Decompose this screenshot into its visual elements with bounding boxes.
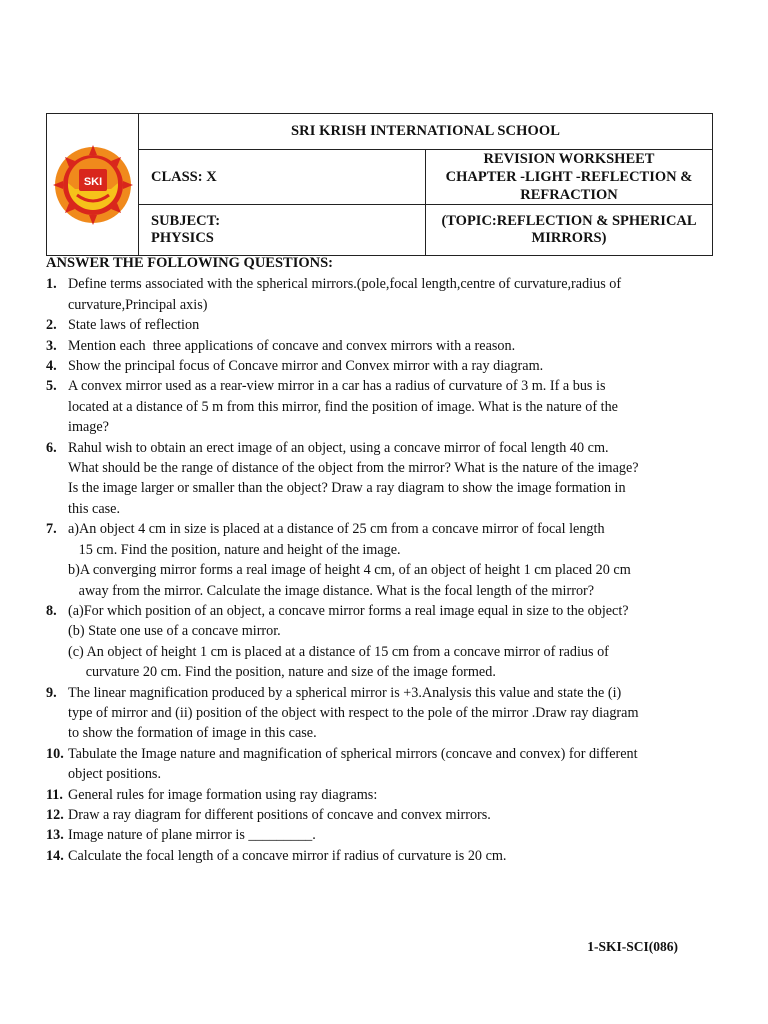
question-3: [46, 336, 718, 356]
question-line: (a)For which position of an object, a concave mirror forms a real image equal in size to the object?: [68, 602, 629, 619]
question-line: located at a distance of 5 m from this mirror, find the position of image. What is the nature of the: [68, 398, 618, 415]
question-line: Show the principal focus of Concave mirror and Convex mirror with a ray diagram.: [68, 358, 544, 375]
question-line: What should be the range of distance of the object from the mirror? What is the nature of the image?: [68, 460, 639, 477]
question-line: object positions.: [68, 766, 162, 783]
worksheet-title-cell: [426, 150, 713, 205]
question-line: A convex mirror used as a rear-view mirror in a car has a radius of curvature of 3 m. If a bus is: [68, 378, 606, 395]
question-text: [68, 274, 718, 315]
question-text: [68, 601, 718, 683]
question-line: The linear magnification produced by a spherical mirror is +3.Analysis this value and state the (i): [68, 684, 622, 701]
question-text: [68, 438, 718, 520]
question-text: [68, 805, 718, 825]
question-line: Image nature of plane mirror is _________.: [68, 827, 316, 844]
question-10: [46, 744, 718, 785]
question-number: 5.: [46, 378, 57, 395]
question-number: 9.: [46, 684, 57, 701]
question-number: 4.: [46, 358, 57, 375]
question-line: away from the mirror. Calculate the image distance. What is the focal length of the mirror?: [68, 582, 595, 599]
question-14: [46, 846, 718, 866]
question-text: [68, 846, 718, 866]
question-line: type of mirror and (ii) position of the object with respect to the pole of the mirror .Draw ray diagram: [68, 704, 639, 721]
question-line: a)An object 4 cm in size is placed at a distance of 25 cm from a concave mirror of focal length: [68, 521, 605, 538]
question-number: 10.: [46, 745, 64, 762]
question-line: this case.: [68, 500, 121, 517]
question-line: curvature 20 cm. Find the position, nature and size of the image formed.: [68, 664, 496, 681]
question-5: [46, 376, 718, 437]
question-4: [46, 356, 718, 376]
chapter-title: CHAPTER -LIGHT -REFLECTION & REFRACTION: [445, 169, 693, 203]
question-line: Mention each three applications of concave and convex mirrors with a reason.: [68, 337, 516, 354]
question-line: image?: [68, 419, 109, 436]
subject-cell: [139, 205, 426, 256]
header-table: [46, 113, 713, 256]
question-line: General rules for image formation using ray diagrams:: [68, 786, 378, 803]
question-line: 15 cm. Find the position, nature and height of the image.: [68, 541, 401, 558]
question-text: [68, 683, 718, 744]
question-line: Is the image larger or smaller than the object? Draw a ray diagram to show the image formation in: [68, 480, 626, 497]
question-7: [46, 519, 718, 601]
question-number: 12.: [46, 806, 64, 823]
question-list: [46, 253, 718, 866]
document-code: 1-SKI-SCI(086): [587, 939, 678, 954]
question-text: [68, 376, 718, 437]
question-number: 3.: [46, 337, 57, 354]
question-text: [68, 315, 718, 335]
subject-value: PHYSICS: [151, 230, 214, 246]
question-text: [68, 825, 718, 845]
question-number: 1.: [46, 276, 57, 293]
logo-cell: [47, 114, 139, 256]
question-12: [46, 805, 718, 825]
subject-label: SUBJECT:: [151, 213, 221, 229]
question-line: Calculate the focal length of a concave mirror if radius of curvature is 20 cm.: [68, 847, 507, 864]
question-1: [46, 274, 718, 315]
instructions-heading: ANSWER THE FOLLOWING QUESTIONS:: [46, 255, 333, 271]
question-number: 6.: [46, 439, 57, 456]
school-name: SRI KRISH INTERNATIONAL SCHOOL: [139, 114, 713, 150]
question-line: State laws of reflection: [68, 317, 200, 334]
question-line: (c) An object of height 1 cm is placed at a distance of 15 cm from a concave mirror of radius of: [68, 643, 609, 660]
question-text: [68, 785, 718, 805]
question-line: Draw a ray diagram for different positions of concave and convex mirrors.: [68, 806, 491, 823]
class-label: CLASS: X: [139, 150, 426, 205]
question-11: [46, 785, 718, 805]
question-line: (b) State one use of a concave mirror.: [68, 623, 281, 640]
topic-title: (TOPIC:REFLECTION & SPHERICAL MIRRORS): [426, 205, 713, 256]
worksheet-title: REVISION WORKSHEET: [483, 151, 655, 167]
question-text: [68, 356, 718, 376]
logo-text: SKI: [83, 175, 102, 188]
question-line: b)A converging mirror forms a real image of height 4 cm, of an object of height 1 cm placed 20 cm: [68, 562, 631, 579]
question-text: [68, 519, 718, 601]
question-line: to show the formation of image in this case.: [68, 725, 317, 742]
question-number: 7.: [46, 521, 57, 538]
question-line: curvature,Principal axis): [68, 296, 208, 313]
question-8: [46, 601, 718, 683]
question-number: 8.: [46, 602, 57, 619]
question-line: Rahul wish to obtain an erect image of an object, using a concave mirror of focal length 40 cm.: [68, 439, 609, 456]
school-logo: [53, 144, 133, 226]
question-line: Define terms associated with the spherical mirrors.(pole,focal length,centre of curvature,radius of: [68, 276, 622, 293]
question-number: 11.: [46, 786, 63, 803]
question-line: Tabulate the Image nature and magnification of spherical mirrors (concave and convex) for different: [68, 745, 638, 762]
question-text: [68, 744, 718, 785]
question-text: [68, 336, 718, 356]
question-6: [46, 438, 718, 520]
question-2: [46, 315, 718, 335]
question-9: [46, 683, 718, 744]
question-number: 14.: [46, 847, 64, 864]
question-number: 2.: [46, 317, 57, 334]
question-13: [46, 825, 718, 845]
question-number: 13.: [46, 827, 64, 844]
